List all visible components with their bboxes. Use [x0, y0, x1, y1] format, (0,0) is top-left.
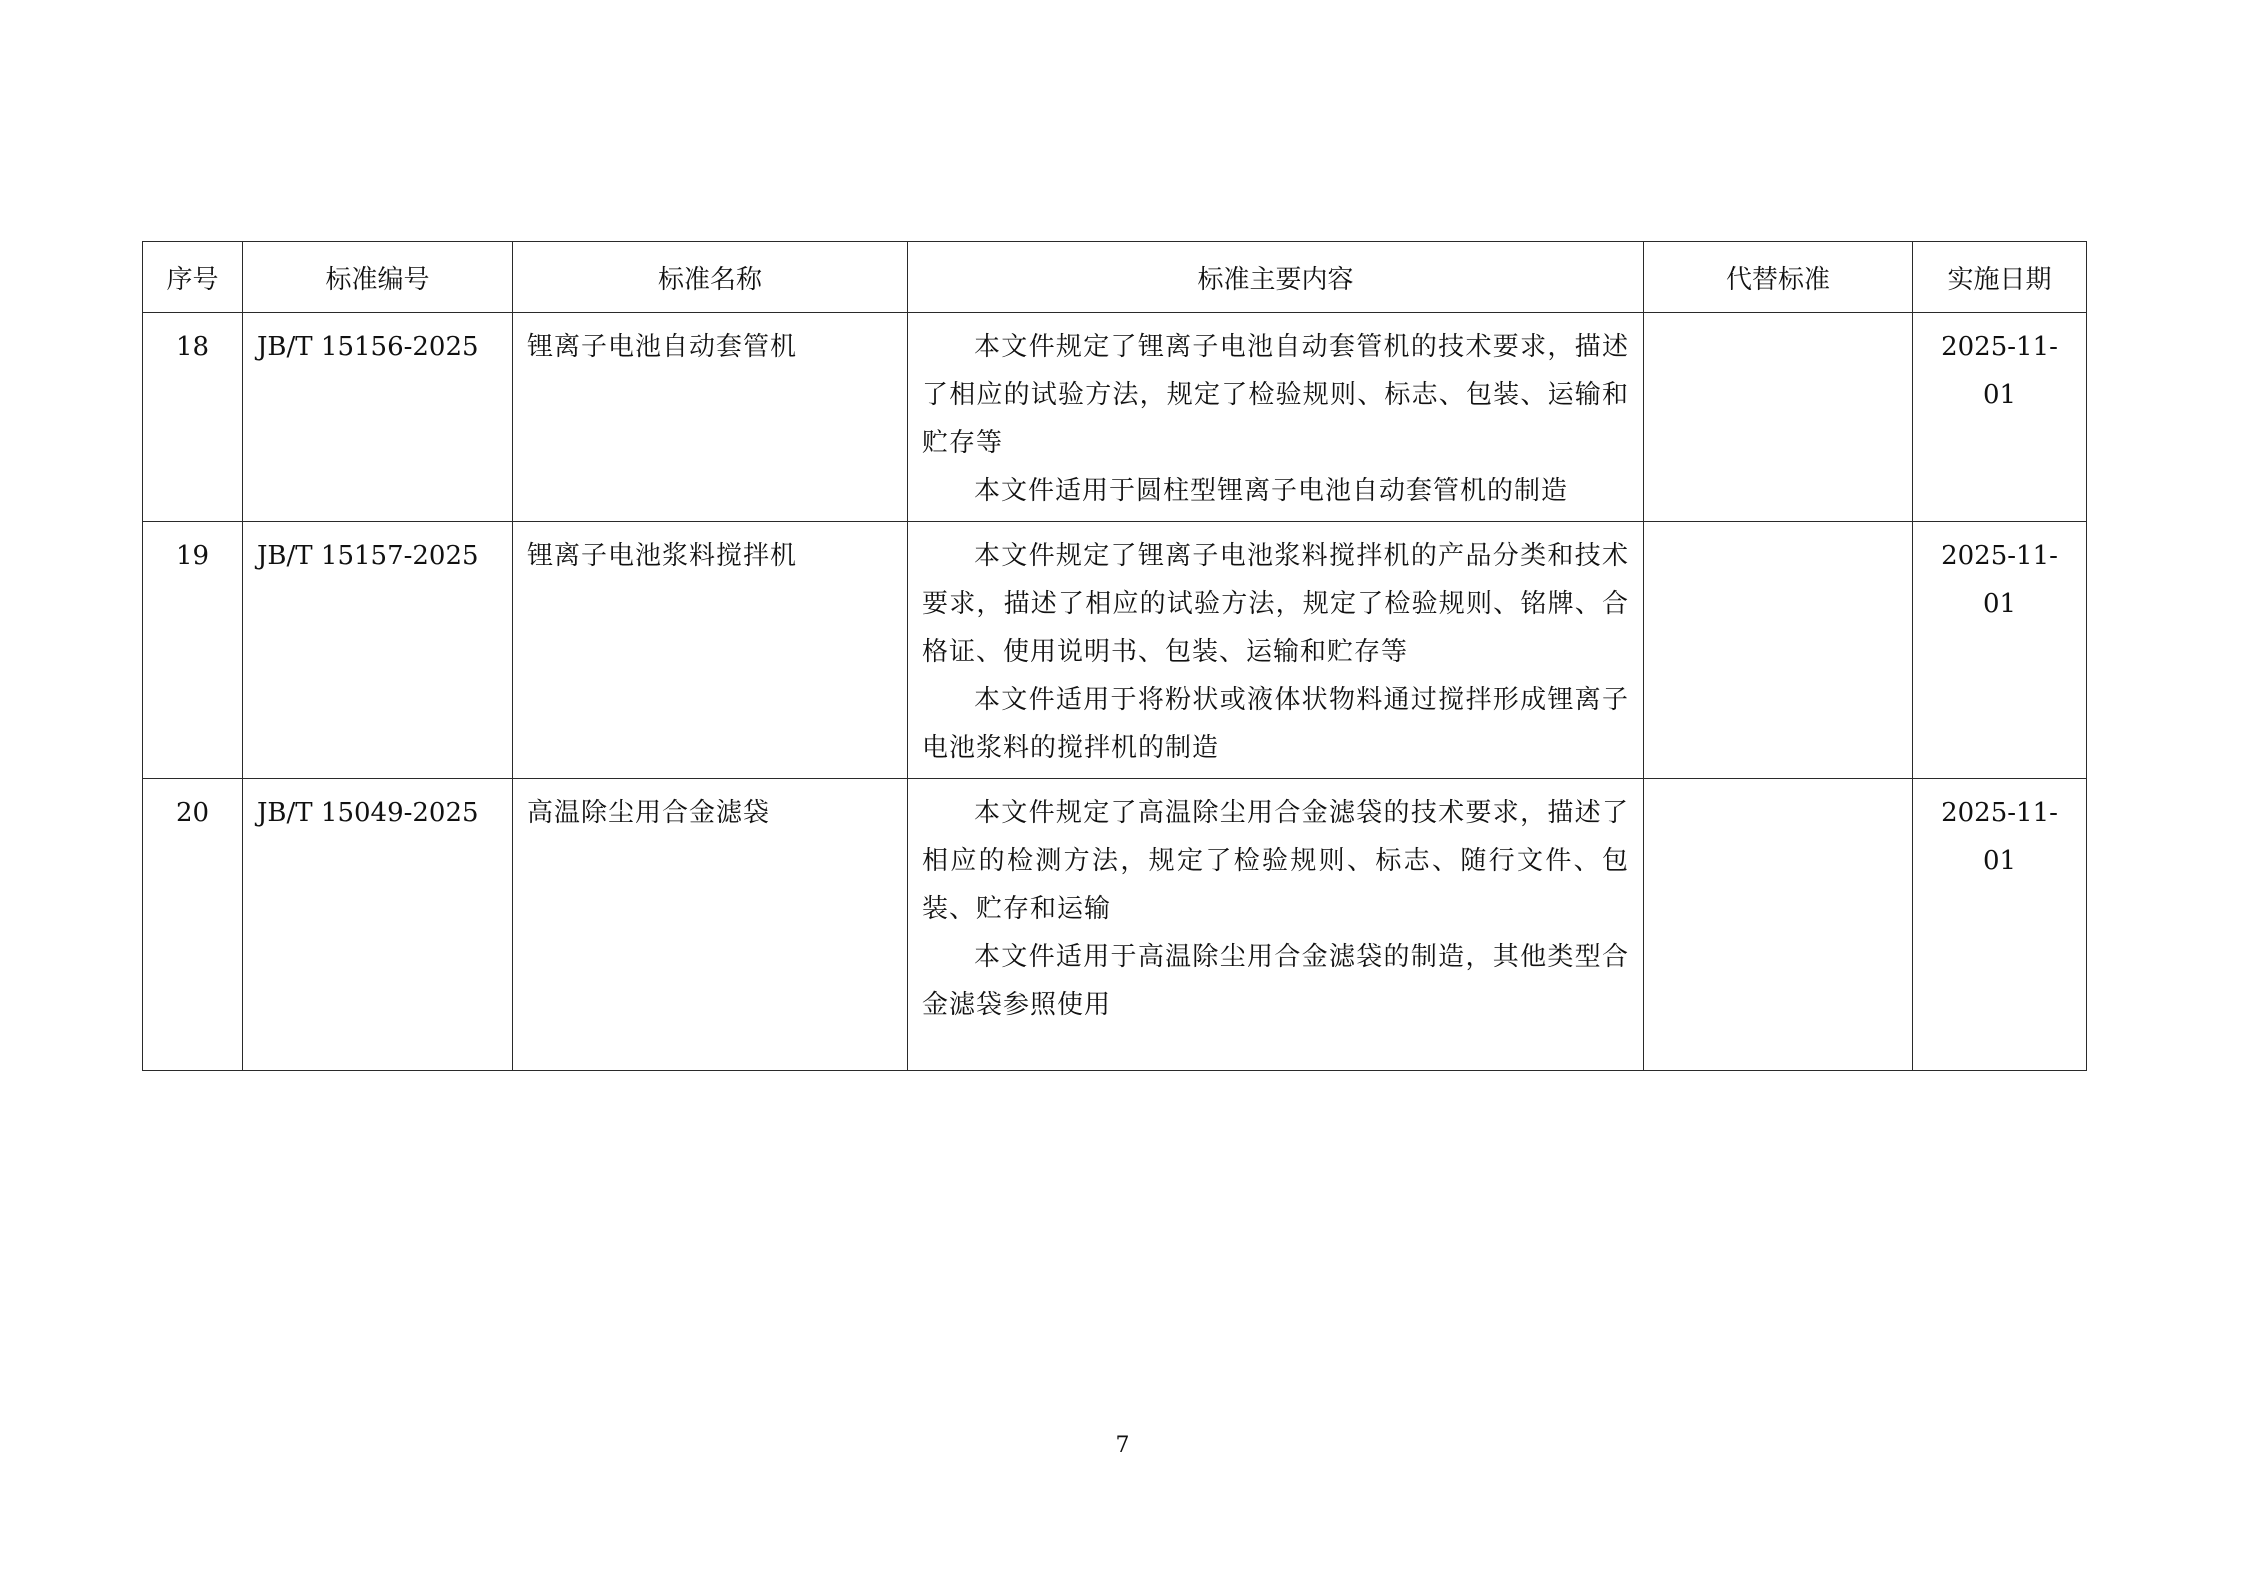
content-paragraph: 本文件规定了锂离子电池浆料搅拌机的产品分类和技术要求，描述了相应的试验方法，规定了检验规则、铭牌、合格证、使用说明书、包装、运输和贮存等 — [922, 541, 1629, 667]
row-replaces — [1644, 313, 1913, 522]
row-name: 高温除尘用合金滤袋 — [513, 779, 908, 1071]
table-row — [143, 522, 2087, 779]
content-paragraph: 本文件适用于高温除尘用合金滤袋的制造，其他类型合金滤袋参照使用 — [922, 942, 1629, 1020]
standards-table — [142, 241, 2087, 1071]
header-date: 实施日期 — [1913, 242, 2087, 313]
table-row — [143, 779, 2087, 1071]
row-code: JB/T 15049-2025 — [243, 779, 513, 1071]
row-index: 18 — [143, 313, 243, 522]
row-content — [908, 313, 1644, 522]
row-code: JB/T 15157-2025 — [243, 522, 513, 779]
table-header-row — [143, 242, 2087, 313]
content-paragraph: 本文件适用于圆柱型锂离子电池自动套管机的制造 — [974, 476, 1569, 506]
page-number: 7 — [1115, 1433, 1130, 1458]
row-index: 19 — [143, 522, 243, 779]
row-code: JB/T 15156-2025 — [243, 313, 513, 522]
row-date: 2025-11-01 — [1913, 779, 2087, 1071]
header-content: 标准主要内容 — [908, 242, 1644, 313]
table-row — [143, 313, 2087, 522]
content-paragraph: 本文件规定了锂离子电池自动套管机的技术要求，描述了相应的试验方法，规定了检验规则、标志、包装、运输和贮存等 — [922, 332, 1629, 458]
content-paragraph: 本文件规定了高温除尘用合金滤袋的技术要求，描述了相应的检测方法，规定了检验规则、标志、随行文件、包装、贮存和运输 — [922, 798, 1629, 924]
row-replaces — [1644, 522, 1913, 779]
content-paragraph: 本文件适用于将粉状或液体状物料通过搅拌形成锂离子电池浆料的搅拌机的制造 — [922, 685, 1629, 763]
row-name: 锂离子电池浆料搅拌机 — [513, 522, 908, 779]
row-date: 2025-11-01 — [1913, 522, 2087, 779]
row-replaces — [1644, 779, 1913, 1071]
row-name: 锂离子电池自动套管机 — [513, 313, 908, 522]
row-index: 20 — [143, 779, 243, 1071]
header-name: 标准名称 — [513, 242, 908, 313]
row-content — [908, 522, 1644, 779]
header-replaces: 代替标准 — [1644, 242, 1913, 313]
header-index: 序号 — [143, 242, 243, 313]
header-code: 标准编号 — [243, 242, 513, 313]
row-date: 2025-11-01 — [1913, 313, 2087, 522]
row-content — [908, 779, 1644, 1071]
